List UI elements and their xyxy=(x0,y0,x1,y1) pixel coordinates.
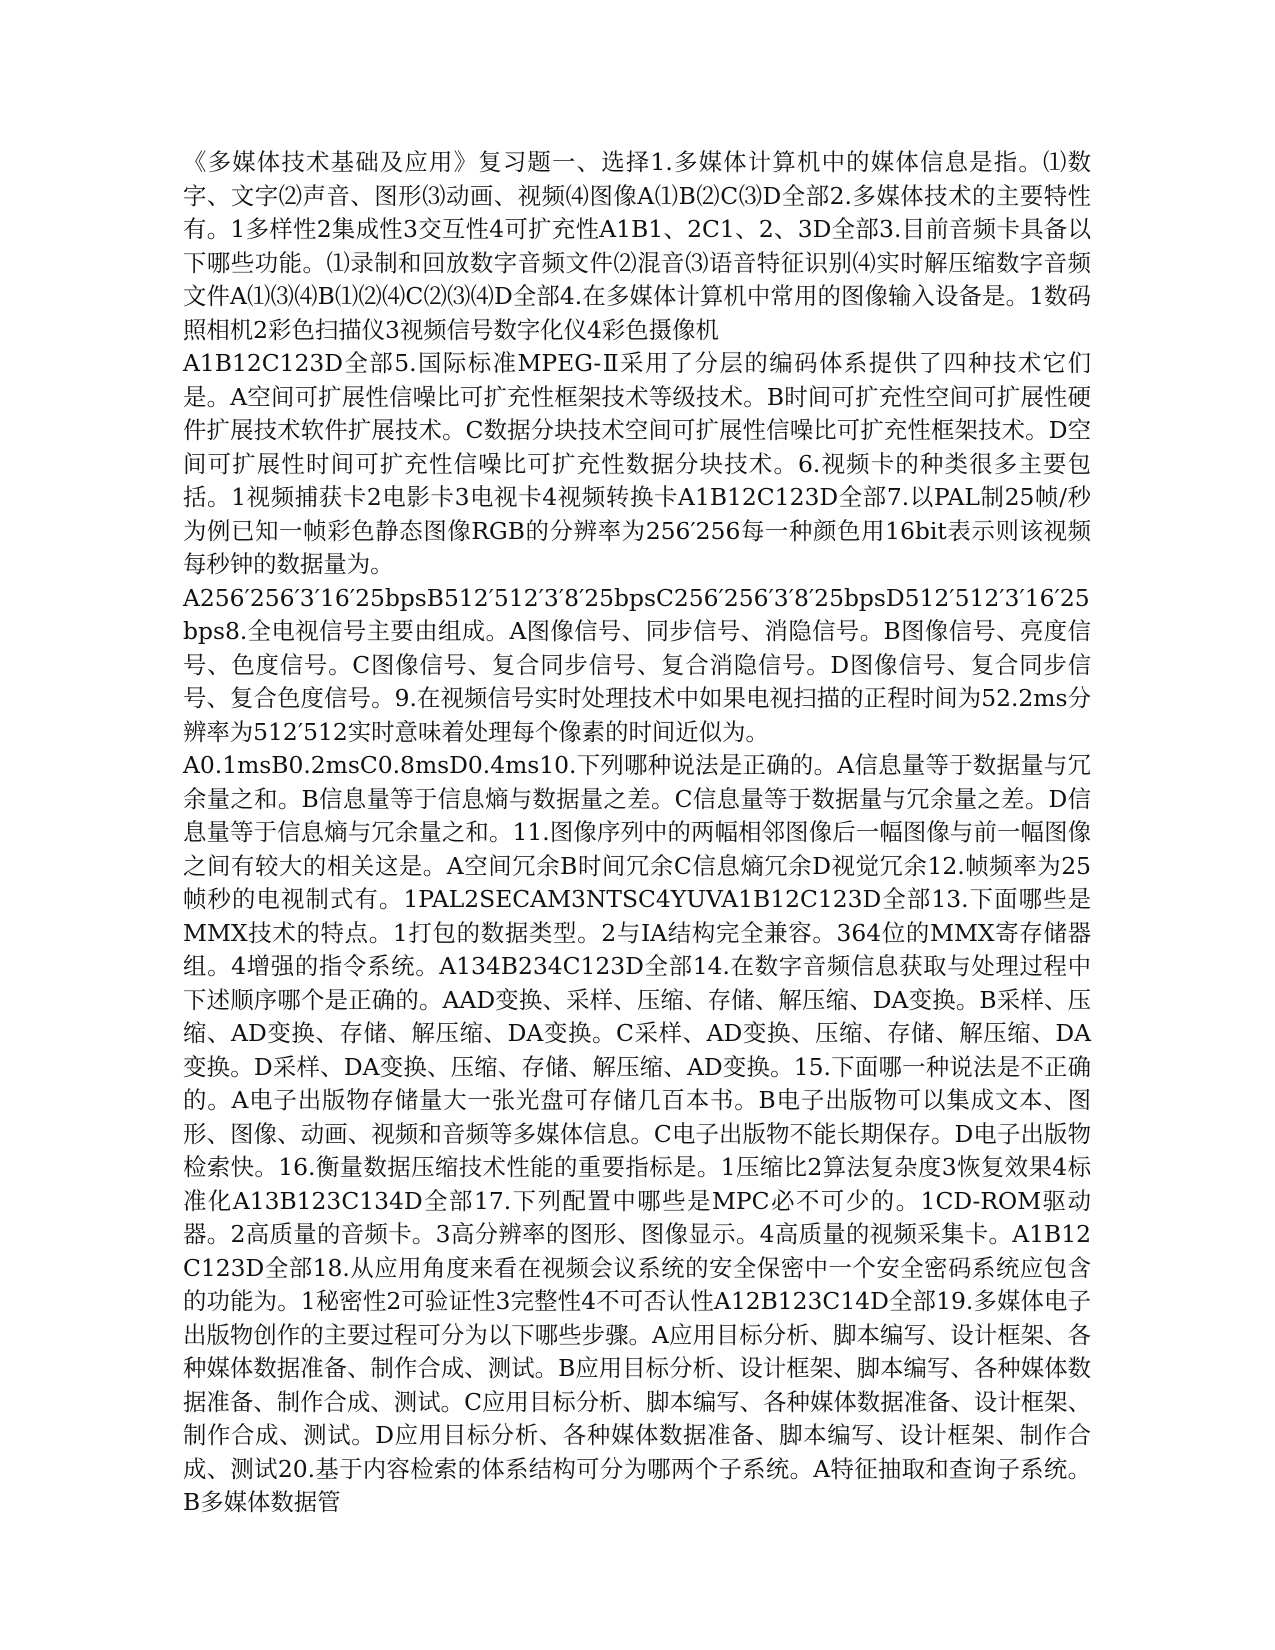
paragraph-4: A0.1msB0.2msC0.8msD0.4ms10.下列哪种说法是正确的。A信息量等于数据量与冗余量之和。B信息量等于信息熵与数据量之差。C信息量等于数据量与冗余量之差。D信息量等于信息熵与冗余量之和。11.图像序列中的两幅相邻图像后一幅图像与前一幅图像之间有较大的相关这是。A空间冗余B时间冗余C信息熵冗余D视觉冗余12.帧频率为25帧秒的电视制式有。1PAL2SECAM3NTSC4YUVA1B12C123D全部13.下面哪些是MMX技术的特点。1打包的数据类型。2与IA结构完全兼容。364位的MMX寄存储器组。4增强的指令系统。A134B234C123D全部14.在数字音频信息获取与处理过程中下述顺序哪个是正确的。AAD变换、采样、压缩、存储、解压缩、DA变换。B采样、压缩、AD变换、存储、解压缩、DA变换。C采样、AD变换、压缩、存储、解压缩、DA变换。D采样、DA变换、压缩、存储、解压缩、AD变换。15.下面哪一种说法是不正确的。A电子出版物存储量大一张光盘可存储几百本书。B电子出版物可以集成文本、图形、图像、动画、视频和音频等多媒体信息。C电子出版物不能长期保存。D电子出版物检索快。16.衡量数据压缩技术性能的重要指标是。1压缩比2算法复杂度3恢复效果4标准化A13B123C134D全部17.下列配置中哪些是MPC必不可少的。1CD-ROM驱动器。2高质量的音频卡。3高分辨率的图形、图像显示。4高质量的视频采集卡。A1B12C123D全部18.从应用角度来看在视频会议系统的安全保密中一个安全密码系统应包含的功能为。1秘密性2可验证性3完整性4不可否认性A12B123C14D全部19.多媒体电子出版物创作的主要过程可分为以下哪些步骤。A应用目标分析、脚本编写、设计框架、各种媒体数据准备、制作合成、测试。B应用目标分析、设计框架、脚本编写、各种媒体数据准备、制作合成、测试。C应用目标分析、脚本编写、各种媒体数据准备、设计框架、制作合成、测试。D应用目标分析、各种媒体数据准备、脚本编写、设计框架、制作合成、测试20.基于内容检索的体系结构可分为哪两个子系统。A特征抽取和查询子系统。B多媒体数据管 xyxy=(183,751,1091,1516)
document-body xyxy=(183,146,1091,1520)
paragraph-1: 《多媒体技术基础及应用》复习题一、选择1.多媒体计算机中的媒体信息是指。⑴数字、文字⑵声音、图形⑶动画、视频⑷图像A⑴B⑵C⑶D全部2.多媒体技术的主要特性有。1多样性2集成性3交互性4可扩充性A1B1、2C1、2、3D全部3.目前音频卡具备以下哪些功能。⑴录制和回放数字音频文件⑵混音⑶语音特征识别⑷实时解压缩数字音频文件A⑴⑶⑷B⑴⑵⑷C⑵⑶⑷D全部4.在多媒体计算机中常用的图像输入设备是。1数码照相机2彩色扫描仪3视频信号数字化仪4彩色摄像机 xyxy=(183,148,1091,344)
paragraph-3: A256′256′3′16′25bpsB512′512′3′8′25bpsC256′256′3′8′25bpsD512′512′3′16′25bps8.全电视信号主要由组成。A图像信号、同步信号、消隐信号。B图像信号、亮度信号、色度信号。C图像信号、复合同步信号、复合消隐信号。D图像信号、复合同步信号、复合色度信号。9.在视频信号实时处理技术中如果电视扫描的正程时间为52.2ms分辨率为512′512实时意味着处理每个像素的时间近似为。 xyxy=(183,583,1091,746)
paragraph-2: A1B12C123D全部5.国际标准MPEG-Ⅱ采用了分层的编码体系提供了四种技术它们是。A空间可扩展性信噪比可扩充性框架技术等级技术。B时间可扩充性空间可扩展性硬件扩展技术软件扩展技术。C数据分块技术空间可扩展性信噪比可扩充性框架技术。D空间可扩展性时间可扩充性信噪比可扩充性数据分块技术。6.视频卡的种类很多主要包括。1视频捕获卡2电影卡3电视卡4视频转换卡A1B12C123D全部7.以PAL制25帧/秒为例已知一帧彩色静态图像RGB的分辨率为256′256每一种颜色用16bit表示则该视频每秒钟的数据量为。 xyxy=(183,349,1091,578)
